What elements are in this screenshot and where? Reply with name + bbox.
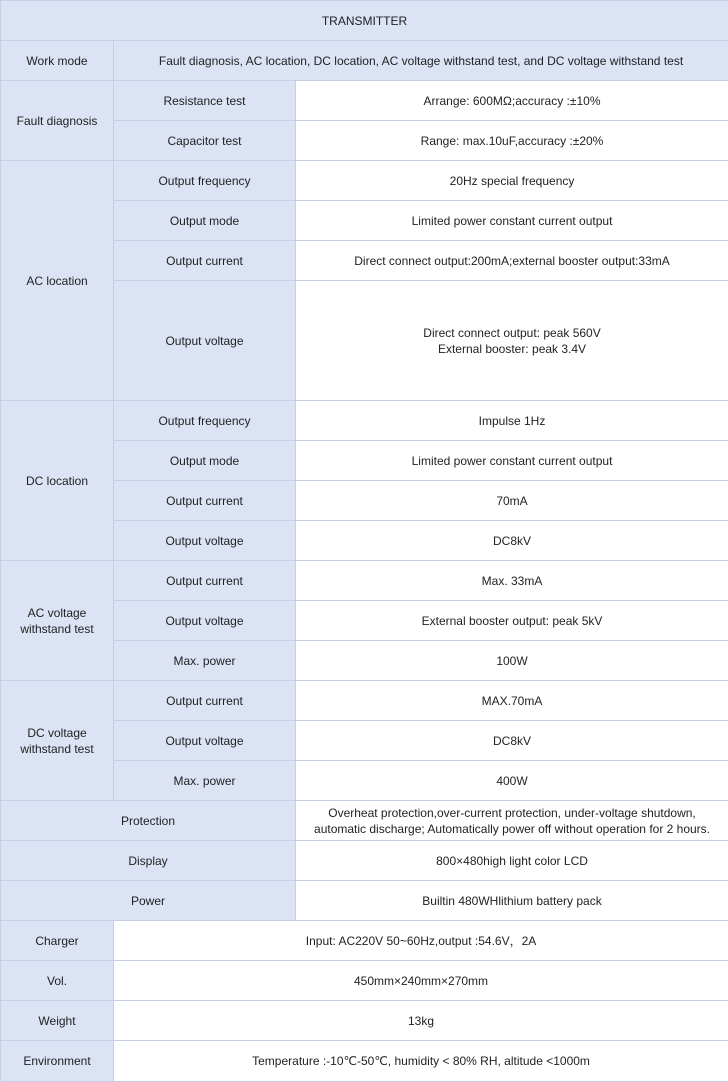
param-value: DC8kV — [296, 721, 728, 761]
table-row — [1, 161, 728, 201]
charger-value: Input: AC220V 50~60Hz,output :54.6V，2A — [114, 921, 728, 961]
param-value: 100W — [296, 641, 728, 681]
param-label: Output current — [114, 241, 296, 281]
charger-row — [1, 921, 728, 961]
param-value: Limited power constant current output — [296, 201, 728, 241]
table-title: TRANSMITTER — [1, 1, 728, 41]
param-value: MAX.70mA — [296, 681, 728, 721]
power-value: Builtin 480WHlithium battery pack — [296, 881, 728, 921]
display-row — [1, 841, 728, 881]
param-value: 70mA — [296, 481, 728, 521]
vol-value: 450mm×240mm×270mm — [114, 961, 728, 1001]
table-row — [1, 561, 728, 601]
param-value: Direct connect output: peak 560V External booster: peak 3.4V — [296, 281, 728, 401]
environment-value: Temperature :-10℃-50℃, humidity < 80% RH, altitude <1000m — [114, 1041, 728, 1082]
power-label: Power — [1, 881, 296, 921]
ac-location-label: AC location — [1, 161, 114, 401]
table-row — [1, 681, 728, 721]
param-value: Range: max.10uF,accuracy :±20% — [296, 121, 728, 161]
environment-row — [1, 1041, 728, 1082]
param-value: DC8kV — [296, 521, 728, 561]
param-value: Impulse 1Hz — [296, 401, 728, 441]
work-mode-label: Work mode — [1, 41, 114, 81]
fault-diagnosis-label: Fault diagnosis — [1, 81, 114, 161]
display-label: Display — [1, 841, 296, 881]
dc-location-label: DC location — [1, 401, 114, 561]
param-label: Output voltage — [114, 281, 296, 401]
param-label: Max. power — [114, 761, 296, 801]
charger-label: Charger — [1, 921, 114, 961]
param-label: Output current — [114, 561, 296, 601]
vol-row — [1, 961, 728, 1001]
param-label: Output voltage — [114, 521, 296, 561]
param-value: Direct connect output:200mA;external booster output:33mA — [296, 241, 728, 281]
param-label: Output mode — [114, 201, 296, 241]
param-label: Capacitor test — [114, 121, 296, 161]
param-label: Output frequency — [114, 401, 296, 441]
param-label: Output current — [114, 481, 296, 521]
param-label: Resistance test — [114, 81, 296, 121]
environment-label: Environment — [1, 1041, 114, 1082]
param-value: Max. 33mA — [296, 561, 728, 601]
table-row — [1, 81, 728, 121]
vol-label: Vol. — [1, 961, 114, 1001]
param-value: 20Hz special frequency — [296, 161, 728, 201]
param-value: Limited power constant current output — [296, 441, 728, 481]
param-value: 400W — [296, 761, 728, 801]
param-value: Arrange: 600MΩ;accuracy :±10% — [296, 81, 728, 121]
display-value: 800×480high light color LCD — [296, 841, 728, 881]
param-label: Output voltage — [114, 721, 296, 761]
protection-row — [1, 801, 728, 841]
param-label: Output frequency — [114, 161, 296, 201]
weight-row — [1, 1001, 728, 1041]
work-mode-row — [1, 41, 728, 81]
protection-label: Protection — [1, 801, 296, 841]
weight-value: 13kg — [114, 1001, 728, 1041]
param-label: Output current — [114, 681, 296, 721]
param-label: Output voltage — [114, 601, 296, 641]
ac-withstand-label: AC voltage withstand test — [1, 561, 114, 681]
power-row — [1, 881, 728, 921]
title-row — [1, 1, 728, 41]
param-label: Output mode — [114, 441, 296, 481]
work-mode-value: Fault diagnosis, AC location, DC location, AC voltage withstand test, and DC voltage withstand test — [114, 41, 728, 81]
table-row — [1, 401, 728, 441]
param-label: Max. power — [114, 641, 296, 681]
param-value: External booster output: peak 5kV — [296, 601, 728, 641]
dc-withstand-label: DC voltage withstand test — [1, 681, 114, 801]
protection-value: Overheat protection,over-current protection, under-voltage shutdown, automatic discharge; Automatically power off without operation for 2 hours. — [296, 801, 728, 841]
weight-label: Weight — [1, 1001, 114, 1041]
